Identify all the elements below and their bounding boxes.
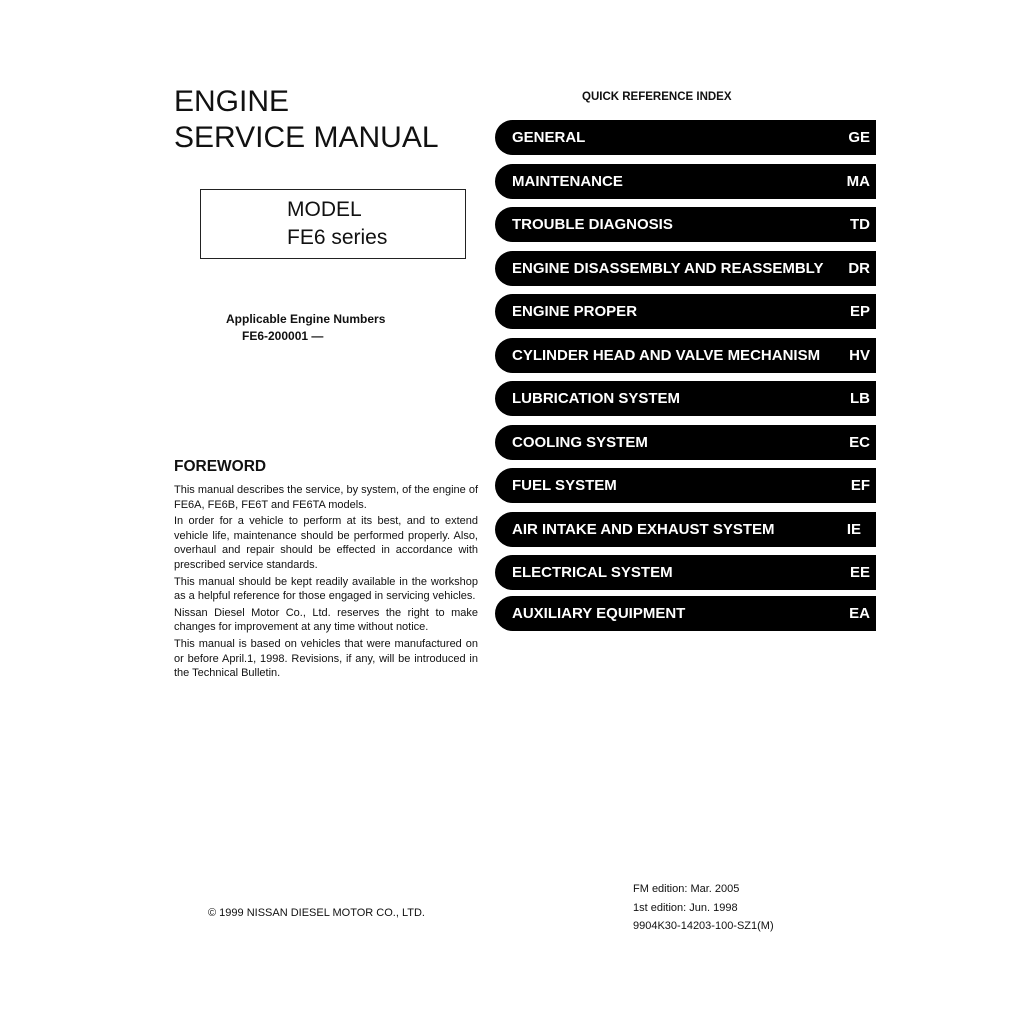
index-tab-code: HV bbox=[849, 346, 870, 364]
index-tab-label: FUEL SYSTEM bbox=[512, 477, 617, 494]
foreword-paragraph: This manual describes the service, by system, of the engine of FE6A, FE6B, FE6T and FE6TA models. bbox=[174, 484, 478, 511]
index-tab-code: DR bbox=[848, 259, 870, 277]
index-tab-code: EE bbox=[849, 564, 870, 581]
publication-code: 9904K30-14203-100-SZ1(M) bbox=[633, 920, 774, 932]
foreword-section bbox=[174, 457, 478, 683]
index-tab-auxiliary-equipment[interactable] bbox=[495, 596, 876, 631]
index-tab-maintenance[interactable] bbox=[495, 164, 876, 199]
applicable-engine-numbers bbox=[226, 311, 385, 345]
foreword-heading: FOREWORD bbox=[174, 458, 267, 475]
applicable-engine-numbers-range: FE6-200001 — bbox=[242, 329, 324, 343]
index-tab-label: COOLING SYSTEM bbox=[512, 433, 648, 451]
index-tab-label: ENGINE PROPER bbox=[512, 303, 638, 320]
index-tab-lubrication-system[interactable] bbox=[495, 381, 876, 416]
index-tab-label: ELECTRICAL SYSTEM bbox=[512, 564, 673, 581]
index-tab-cylinder-head-and-valve-mechanism[interactable] bbox=[495, 338, 876, 373]
index-tab-label: MAINTENANCE bbox=[512, 172, 623, 190]
index-tab-code: EC bbox=[849, 433, 870, 451]
foreword-paragraph: This manual should be kept readily available in the workshop as a helpful reference for those engaged in servicing vehicles. bbox=[174, 575, 478, 603]
index-tab-air-intake-and-exhaust-system[interactable] bbox=[495, 512, 876, 547]
index-tab-code: EF bbox=[850, 477, 870, 494]
index-tab-label: LUBRICATION SYSTEM bbox=[512, 390, 681, 407]
index-tab-label: ENGINE DISASSEMBLY AND REASSEMBLY bbox=[512, 259, 824, 277]
foreword-paragraph: In order for a vehicle to perform at its best, and to extend vehicle life, maintenance should be performed properly. Also, overhaul and repair should be effected in accordance with prescribed service standards. bbox=[174, 515, 478, 571]
first-edition: 1st edition: Jun. 1998 bbox=[633, 901, 738, 914]
manual-title bbox=[174, 84, 439, 156]
index-tab-code: LB bbox=[850, 390, 870, 407]
index-tab-code: TD bbox=[850, 216, 870, 233]
index-tab-engine-proper[interactable] bbox=[495, 294, 876, 329]
model-box bbox=[200, 189, 466, 259]
index-tab-code: EA bbox=[849, 605, 870, 622]
index-tab-code: GE bbox=[848, 129, 870, 146]
copyright-notice: © 1999 NISSAN DIESEL MOTOR CO., LTD. bbox=[208, 907, 425, 919]
quick-reference-index bbox=[495, 120, 876, 640]
index-tab-engine-disassembly-and-reassembly[interactable] bbox=[495, 251, 876, 286]
index-tab-code: EP bbox=[849, 303, 870, 320]
model-label: MODEL bbox=[287, 198, 362, 221]
index-tab-code: IE bbox=[846, 520, 861, 538]
fm-edition: FM edition: Mar. 2005 bbox=[633, 883, 740, 895]
index-tab-label: TROUBLE DIAGNOSIS bbox=[512, 216, 673, 233]
foreword-paragraph: This manual is based on vehicles that were manufactured on or before April.1, 1998. Revisions, if any, will be introduced in the Technical Bulletin. bbox=[174, 637, 478, 680]
quick-reference-index-heading: QUICK REFERENCE INDEX bbox=[582, 91, 732, 103]
edition-info bbox=[633, 880, 774, 936]
foreword-paragraph: Nissan Diesel Motor Co., Ltd. reserves the right to make changes for improvement at any time without notice. bbox=[174, 606, 478, 634]
index-tab-label: AUXILIARY EQUIPMENT bbox=[512, 605, 686, 622]
index-tab-cooling-system[interactable] bbox=[495, 425, 876, 460]
index-tab-fuel-system[interactable] bbox=[495, 468, 876, 503]
model-series: FE6 series bbox=[287, 226, 388, 249]
index-tab-electrical-system[interactable] bbox=[495, 555, 876, 590]
applicable-engine-numbers-heading: Applicable Engine Numbers bbox=[226, 312, 386, 326]
manual-title-line-1: ENGINE bbox=[174, 85, 290, 118]
index-tab-general[interactable] bbox=[495, 120, 876, 155]
manual-title-line-2: SERVICE MANUAL bbox=[174, 121, 439, 154]
index-tab-label: CYLINDER HEAD AND VALVE MECHANISM bbox=[512, 346, 821, 364]
index-tab-label: AIR INTAKE AND EXHAUST SYSTEM bbox=[512, 520, 775, 538]
index-tab-trouble-diagnosis[interactable] bbox=[495, 207, 876, 242]
index-tab-label: GENERAL bbox=[512, 129, 586, 146]
index-tab-code: MA bbox=[846, 172, 870, 190]
